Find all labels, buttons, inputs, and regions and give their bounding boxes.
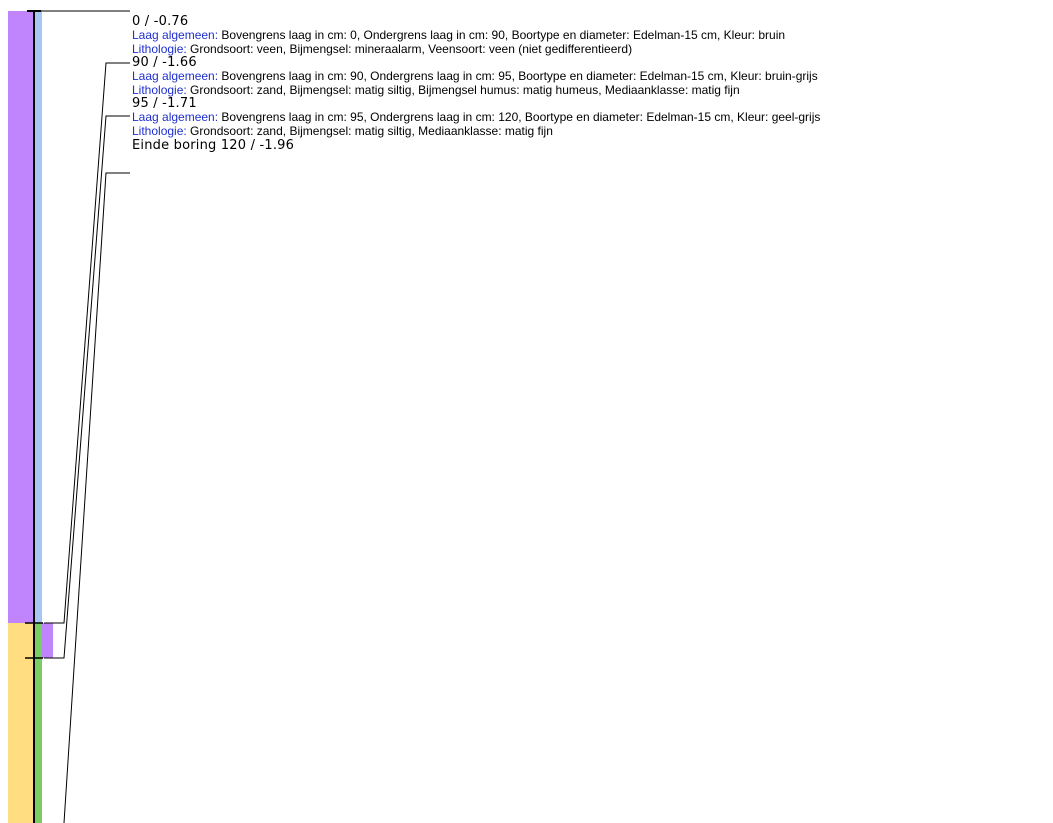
lithologie-text: Grondsoort: zand, Bijmengsel: matig siltig, Bijmengsel humus: matig humeus, Mediaanklasse: matig fijn [186, 83, 740, 97]
layer-3-soil-bar [8, 658, 34, 823]
leader-line-layer-3 [44, 116, 130, 658]
algemeen-label: Laag algemeen: [132, 69, 219, 83]
layer-1-color-strip [34, 11, 42, 623]
layer-2-color-strip [34, 623, 42, 658]
layer-1-lithologie [132, 43, 632, 56]
layer-2-humus-strip [42, 623, 53, 658]
lithologie-label: Lithologie: [132, 124, 187, 138]
depth-label-layer-1: 0 / -0.76 [132, 14, 189, 29]
algemeen-label: Laag algemeen: [132, 110, 219, 124]
end-of-boring-label: Einde boring 120 / -1.96 [132, 138, 295, 153]
depth-label-layer-2: 90 / -1.66 [132, 55, 197, 70]
layer-3-algemeen [132, 111, 820, 124]
lithologie-text: Grondsoort: zand, Bijmengsel: matig siltig, Mediaanklasse: matig fijn [186, 124, 553, 138]
layer-2-soil-bar [8, 623, 34, 658]
algemeen-text: Bovengrens laag in cm: 0, Ondergrens laag in cm: 90, Boortype en diameter: Edelman-15 cm, Kleur: bruin [218, 28, 786, 42]
algemeen-text: Bovengrens laag in cm: 95, Ondergrens laag in cm: 120, Boortype en diameter: Edelman-15 cm, Kleur: geel-grijs [218, 110, 821, 124]
layer-1-algemeen [132, 29, 785, 42]
algemeen-text: Bovengrens laag in cm: 90, Ondergrens laag in cm: 95, Boortype en diameter: Edelman-15 cm, Kleur: bruin-grijs [218, 69, 818, 83]
depth-label-layer-3: 95 / -1.71 [132, 96, 197, 111]
layer-1-soil-bar [8, 11, 34, 623]
leader-line-layer-2 [44, 63, 130, 623]
layer-3-lithologie [132, 125, 553, 138]
lithologie-text: Grondsoort: veen, Bijmengsel: mineraalarm, Veensoort: veen (niet gedifferentieerd) [186, 42, 633, 56]
algemeen-label: Laag algemeen: [132, 28, 219, 42]
lithologie-label: Lithologie: [132, 42, 187, 56]
layer-3-color-strip [34, 658, 42, 823]
layer-2-algemeen [132, 70, 818, 83]
leader-line-end [64, 173, 130, 823]
layer-2-lithologie [132, 84, 740, 97]
lithologie-label: Lithologie: [132, 83, 187, 97]
